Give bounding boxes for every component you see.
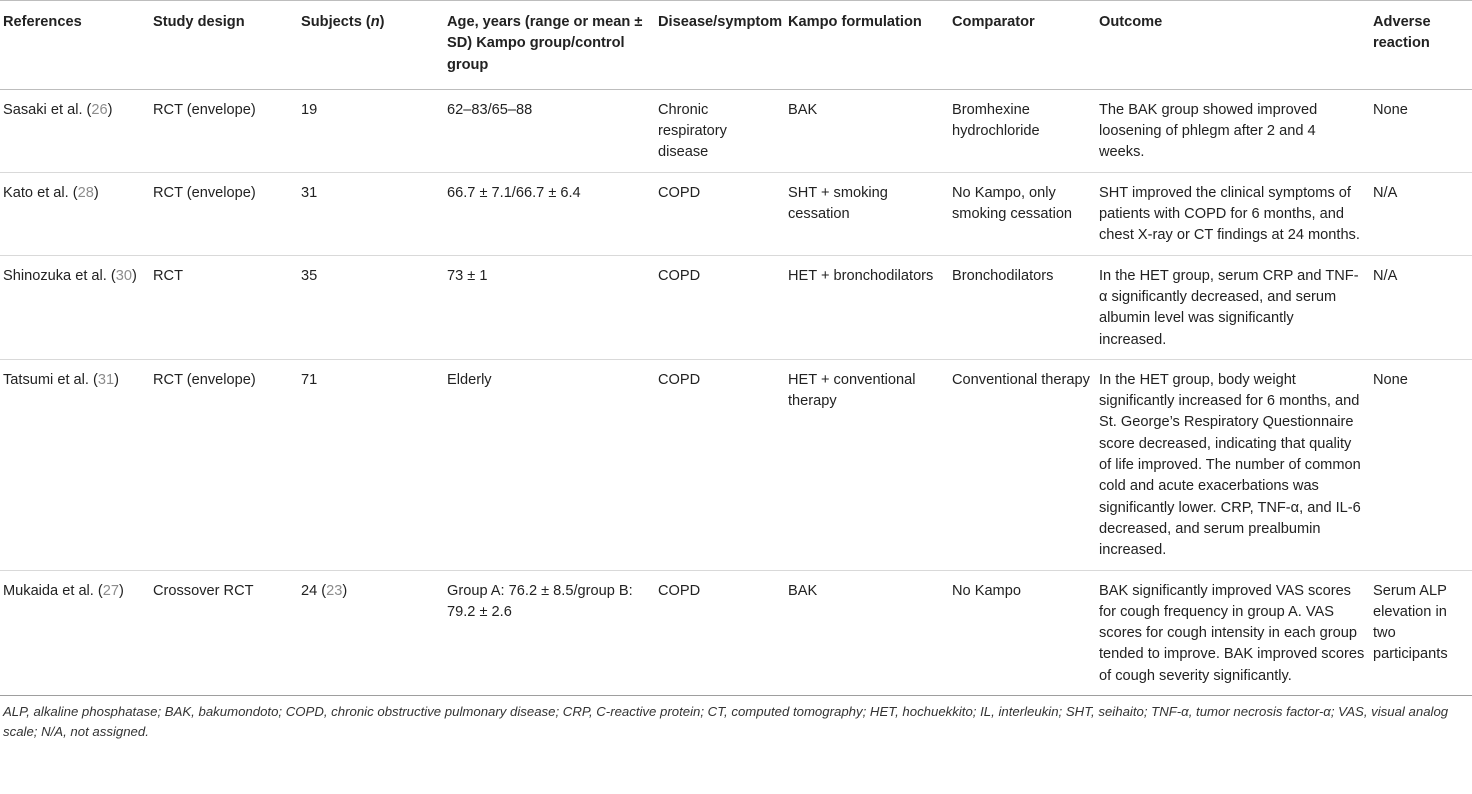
cell-age: 73 ± 1 — [447, 267, 488, 284]
header-references: References — [3, 14, 82, 30]
cell-adverse: None — [1373, 371, 1408, 388]
cell-subjects — [297, 570, 443, 695]
cell-comparator: No Kampo — [952, 582, 1021, 599]
header-disease: Disease/symptom — [658, 14, 783, 30]
cell-age: Elderly — [447, 371, 492, 388]
cell-comparator: No Kampo, only smoking cessation — [952, 184, 1073, 223]
cell-reference — [0, 255, 149, 359]
cell-kampo: BAK — [788, 101, 818, 118]
header-adverse: Adverse reaction — [1373, 14, 1431, 52]
cell-reference — [0, 359, 149, 570]
reference-author: Mukaida et al. ( — [3, 582, 103, 599]
reference-close: ) — [132, 267, 137, 284]
table-row — [0, 359, 1472, 570]
cell-study-design: Crossover RCT — [153, 582, 254, 599]
reference-author: Tatsumi et al. ( — [3, 371, 98, 388]
cell-disease: COPD — [658, 582, 701, 599]
header-study-design: Study design — [153, 14, 245, 30]
reference-link[interactable]: 30 — [115, 267, 132, 284]
table-body — [0, 89, 1472, 695]
reference-close: ) — [93, 184, 99, 201]
cell-age: Group A: 76.2 ± 8.5/group B: 79.2 ± 2.6 — [447, 582, 633, 620]
table-row — [0, 172, 1472, 255]
subjects-extra-open: ( — [317, 582, 327, 599]
table-header — [0, 1, 1472, 90]
cell-study-design: RCT (envelope) — [153, 371, 256, 388]
cell-adverse: None — [1373, 101, 1408, 118]
subjects-extra-link[interactable]: 23 — [326, 582, 343, 599]
reference-author: Sasaki et al. ( — [3, 101, 92, 118]
reference-close: ) — [107, 101, 113, 118]
cell-subjects — [297, 255, 443, 359]
cell-outcome: In the HET group, body weight significantly increased for 6 months, and St. George’s Respiratory Questionnaire score decreased, indicating that quality of life improved. The number of common cold and acute exacerbations was significantly lower. CRP, TNF-α, and IL-6 decreased, and serum prealbumin increased. — [1099, 371, 1361, 559]
cell-disease: COPD — [658, 267, 701, 284]
cell-disease: COPD — [658, 371, 701, 388]
cell-subjects — [297, 172, 443, 255]
table-row — [0, 255, 1472, 359]
cell-disease: COPD — [658, 184, 701, 201]
reference-link[interactable]: 31 — [97, 371, 115, 388]
subjects-count: 24 — [301, 582, 318, 599]
cell-disease: Chronic respiratory disease — [658, 101, 727, 161]
reference-link[interactable]: 26 — [91, 101, 108, 118]
header-outcome: Outcome — [1099, 14, 1163, 30]
cell-outcome: In the HET group, serum CRP and TNF-α significantly decreased, and serum albumin level was significantly increased. — [1099, 267, 1359, 348]
cell-outcome: SHT improved the clinical symptoms of patients with COPD for 6 months, and chest X-ray or CT findings at 24 months. — [1099, 184, 1360, 244]
cell-adverse: Serum ALP elevation in two participants — [1373, 582, 1448, 663]
header-comparator: Comparator — [952, 14, 1035, 30]
table-footnote: ALP, alkaline phosphatase; BAK, bakumondoto; COPD, chronic obstructive pulmonary disease; CRP, C-reactive protein; CT, computed tomography; HET, hochuekkito; IL, interleukin; SHT, seihaito; TNF-α, tumor necrosis factor-α; VAS, visual analog scale; N/A, not assigned. — [3, 704, 1449, 740]
cell-adverse: N/A — [1373, 184, 1398, 201]
subjects-extra-close: ) — [342, 582, 348, 599]
cell-age: 62–83/65–88 — [447, 101, 533, 118]
cell-subjects — [297, 359, 443, 570]
subjects-count: 31 — [301, 184, 318, 201]
reference-author: Kato et al. ( — [3, 184, 78, 201]
cell-reference — [0, 89, 149, 172]
header-subjects-post: ) — [379, 14, 385, 30]
header-subjects-n: n — [370, 14, 380, 30]
header-subjects — [297, 1, 443, 90]
cell-study-design: RCT (envelope) — [153, 184, 256, 201]
subjects-count: 35 — [301, 267, 318, 284]
cell-kampo: BAK — [788, 582, 818, 599]
cell-reference — [0, 172, 149, 255]
table-row — [0, 570, 1472, 695]
cell-outcome: BAK significantly improved VAS scores for cough frequency in group A. VAS scores for cough intensity in each group tended to improve. BAK improved scores of cough severity significantly. — [1099, 582, 1365, 684]
header-kampo: Kampo formulation — [788, 14, 922, 30]
reference-author: Shinozuka et al. ( — [3, 267, 116, 284]
cell-comparator: Conventional therapy — [952, 371, 1090, 388]
cell-age: 66.7 ± 7.1/66.7 ± 6.4 — [447, 184, 581, 201]
cell-study-design: RCT — [153, 267, 183, 284]
cell-subjects — [297, 89, 443, 172]
header-subjects-pre: Subjects ( — [301, 14, 371, 30]
cell-outcome: The BAK group showed improved loosening of phlegm after 2 and 4 weeks. — [1099, 101, 1318, 161]
subjects-count: 19 — [301, 101, 318, 118]
cell-study-design: RCT (envelope) — [153, 101, 256, 118]
cell-reference — [0, 570, 149, 695]
reference-close: ) — [114, 371, 119, 388]
cell-kampo: HET + bronchodilators — [788, 267, 934, 284]
header-row — [0, 1, 1472, 90]
reference-link[interactable]: 27 — [102, 582, 120, 599]
subjects-count: 71 — [301, 371, 318, 388]
reference-close: ) — [119, 582, 124, 599]
cell-adverse: N/A — [1373, 267, 1398, 284]
table-row — [0, 89, 1472, 172]
cell-kampo: HET + conventional therapy — [788, 371, 916, 410]
header-age: Age, years (range or mean ± SD) Kampo group/control group — [447, 14, 643, 73]
cell-kampo: SHT + smoking cessation — [788, 184, 888, 223]
reference-link[interactable]: 28 — [77, 184, 94, 201]
cell-comparator: Bromhexine hydrochloride — [952, 101, 1040, 140]
cell-comparator: Bronchodilators — [952, 267, 1054, 284]
